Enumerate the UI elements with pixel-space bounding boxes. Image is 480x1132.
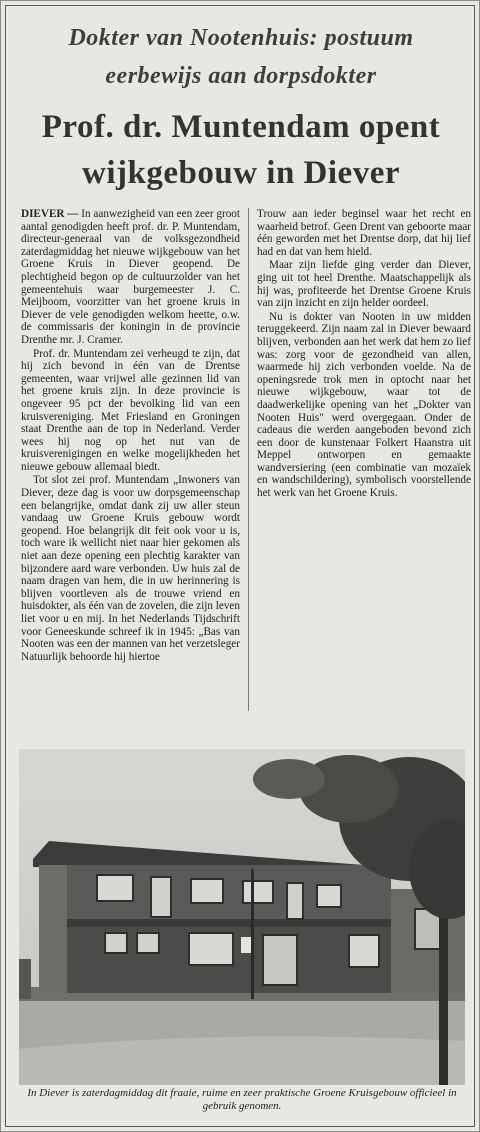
paragraph: Trouw aan ieder beginsel waar het recht en waarheid betrof. Geen Drent van geboorte maar één geworden met het Drentse dorp, dat hij lief had en dat van hem hield. <box>257 208 471 258</box>
paragraph: Prof. dr. Muntendam zei verheugd te zijn, dat hij zich bevond in één van de Drentse gemeenten, waar vrijwel alle gezinnen lid van het groene kruis zijn. In deze provincie is ongeveer 95 pct der bevolking lid van een kruisvereniging. Met Friesland en Groningen staat Drenthe aan de top in Nederland. Verder wees hij nog op het nut van de kruisverenigingen en welke mogelijkheden het nieuwe gebouw allemaal biedt. <box>21 347 240 473</box>
article-column-left <box>21 208 240 711</box>
photo-caption: In Diever is zaterdagmiddag dit fraaie, ruime en zeer praktische Groene Kruisgebouw officieel in gebruik genomen. <box>27 1087 457 1112</box>
building-photo-illustration <box>19 749 465 1085</box>
headline-line-1: Prof. dr. Muntendam opent <box>41 109 441 145</box>
column-rule <box>248 208 249 711</box>
paragraph <box>21 208 240 347</box>
dateline: DIEVER — <box>21 208 79 220</box>
paragraph: Tot slot zei prof. Muntendam „Inwoners van Diever, deze dag is voor uw dorpsgemeenschap een belangrijke, omdat dank zij uw aller steun vandaag uw Groene Kruis gebouw wordt geopend. Hoe belangrijk dit feit ook voor u is, toch ware ik wellicht niet naar hier gekomen als niet aan deze opening een plechtig karakter van bijzondere aard ware verbonden. Uw huis zal de naam dragen van hem, die in uw herinnering is blijven voortleven als de trouwe vriend en huisdokter, als één van de zovelen, die zijn leven liet voor u en mij. In het Nederlands Tijdschrift voor Geneeskunde schreef ik in 1945: „Bas van Nooten was een der mannen van het verzetsleger Natuurlijk behoorde hij hiertoe <box>21 474 240 663</box>
headline-line-2: wijkgebouw in Diever <box>82 155 400 191</box>
kicker-line-1: Dokter van Nootenhuis: postuum <box>68 25 414 51</box>
building-photo <box>19 749 465 1085</box>
paragraph-text: In aanwezigheid van een zeer groot aantal genodigden heeft prof. dr. P. Muntendam, directeur-generaal van de volksgezondheid zaterdagmiddag het nieuwe wijkgebouw van het Groene Kruis in Diever geopend. De plechtigheid begon op de cultuurzolder van het gemeentehuis waar burgemeester J. C. Meijboom, voorzitter van het groene kruis in Diever de vele genodigden welkom heette, o.w. de commissaris der koningin in de provincie Drenthe mr. J. Cramer. <box>21 208 240 346</box>
article-column-right <box>257 208 471 520</box>
kicker-line-2: eerbewijs aan dorpsdokter <box>105 63 377 89</box>
road <box>19 1037 465 1086</box>
left-shrub <box>19 959 31 999</box>
paragraph: Nu is dokter van Nooten in uw midden teruggekeerd. Zijn naam zal in Diever bewaard blijven, verbonden aan het werk dat hem zo lief was: zorg voor de gezondheid van allen, waarmede hij zich verbonden voelde. Na de openingsrede trok men in optocht naar het nieuwe wijkgebouw, waar tot de daadwerkelijke opening van het „Dokter van Nooten Huis" werd overgegaan. Onder de cadeaus die werden aangeboden bevond zich een door de kunstenaar Folkert Haanstra uit Meppel ontworpen en gemaakte wandversiering (een combinatie van mozaïek en wandschildering), symbolisch voorstellende het werk van het Groene Kruis. <box>257 310 471 500</box>
building <box>33 841 391 999</box>
paragraph: Maar zijn liefde ging verder dan Diever, ging uit tot heel Drenthe. Maatschappelijk als hij was, profiteerde het Drentse Groene Kruis van zijn inzicht en zijn helder oordeel. <box>257 259 471 310</box>
